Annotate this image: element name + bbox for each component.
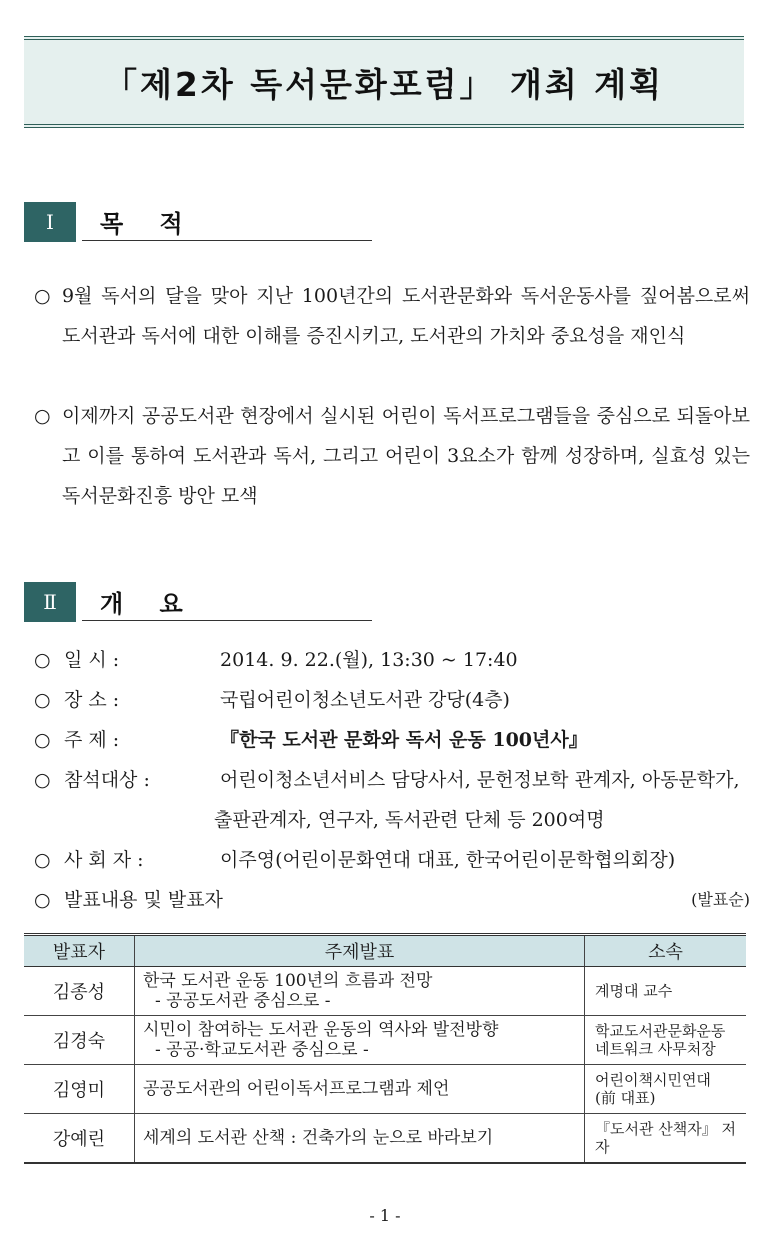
topic-title: 한국 도서관 운동 100년의 흐름과 전망	[143, 971, 433, 991]
presentations-label: 발표내용 및 발표자	[64, 889, 223, 911]
affiliation: 어린이책시민연대	[595, 1071, 711, 1089]
table-row	[24, 1065, 746, 1114]
affiliation: 계명대 교수	[595, 982, 673, 1000]
overview-theme-row	[34, 720, 750, 760]
attendees-line-2: 출판관계자, 연구자, 독서관련 단체 등 200여명	[214, 809, 605, 831]
overview-venue-row	[34, 680, 750, 720]
title-banner	[24, 36, 744, 128]
presenter-name: 김경숙	[24, 1016, 135, 1065]
affiliation-cell	[585, 1065, 747, 1114]
topic-title: 시민이 참여하는 도서관 운동의 역사와 발전방향	[143, 1020, 499, 1040]
overview-date-row	[34, 640, 750, 680]
affiliation-sub: 네트워크 사무처장	[595, 1040, 716, 1058]
topic-cell	[135, 1114, 585, 1164]
moderator-value: 이주영(어린이문화연대 대표, 한국어린이문학협의회장)	[220, 849, 676, 871]
topic-subtitle: - 공공도서관 중심으로 -	[155, 991, 331, 1011]
overview-attendees-row	[34, 760, 750, 800]
table-row	[24, 967, 746, 1016]
purpose-item-2	[34, 396, 750, 516]
affiliation-sub: (前 대표)	[595, 1089, 656, 1107]
venue-label: 장 소 :	[64, 689, 120, 711]
overview-presentations-row	[34, 880, 750, 920]
topic-subtitle: - 공공·학교도서관 중심으로 -	[155, 1040, 369, 1060]
purpose-text-2: 이제까지 공공도서관 현장에서 실시된 어린이 독서프로그램들을 중심으로 되돌아보고 이를 통하여 도서관과 독서, 그리고 어린이 3요소가 함께 성장하며, 실효성 있는 독서문화진흥 방안 모색	[62, 405, 750, 507]
bullet-circle-icon: ○	[34, 689, 51, 711]
presentation-order-note: (발표순)	[691, 890, 750, 909]
topic-cell	[135, 967, 585, 1016]
section-1-underline	[82, 240, 372, 241]
bullet-circle-icon: ○	[34, 849, 51, 871]
affiliation-cell	[585, 1016, 747, 1065]
affiliation-cell	[585, 967, 747, 1016]
presenter-table	[24, 933, 746, 1164]
affiliation-cell	[585, 1114, 747, 1164]
moderator-label: 사 회 자 :	[64, 849, 144, 871]
overview-attendees-continuation	[214, 800, 750, 840]
document-title: 「제2차 독서문화포럼」 개최 계획	[104, 64, 664, 104]
section-2-underline	[82, 620, 372, 621]
header-topic: 주제발표	[135, 935, 585, 967]
topic-title: 공공도서관의 어린이독서프로그램과 제언	[143, 1079, 450, 1099]
presenter-name: 김영미	[24, 1065, 135, 1114]
presenter-name: 김종성	[24, 967, 135, 1016]
bullet-circle-icon: ○	[34, 769, 51, 791]
section-1-numeral: I	[24, 202, 76, 242]
page-number: - 1 -	[369, 1206, 401, 1225]
theme-label: 주 제 :	[64, 729, 120, 751]
topic-cell	[135, 1065, 585, 1114]
attendees-label: 참석대상 :	[64, 769, 150, 791]
section-2-header	[24, 582, 384, 622]
table-row	[24, 1016, 746, 1065]
bullet-circle-icon: ○	[34, 729, 51, 751]
affiliation: 학교도서관문화운동	[595, 1022, 726, 1040]
section-2-heading: 개 요	[100, 590, 197, 618]
header-presenter: 발표자	[24, 935, 135, 967]
presenter-name: 강예린	[24, 1114, 135, 1164]
attendees-line-1: 어린이청소년서비스 담당사서, 문헌정보학 관계자, 아동문학가,	[220, 769, 740, 791]
topic-cell	[135, 1016, 585, 1065]
theme-value: 『한국 도서관 문화와 독서 운동 100년사』	[220, 729, 588, 751]
venue-value: 국립어린이청소년도서관 강당(4층)	[220, 689, 510, 711]
header-affiliation: 소속	[585, 935, 747, 967]
bullet-circle-icon: ○	[34, 405, 51, 427]
date-value: 2014. 9. 22.(월), 13:30 ~ 17:40	[220, 649, 518, 671]
bullet-circle-icon: ○	[34, 285, 51, 307]
section-1-heading: 목 적	[100, 210, 197, 238]
section-2-numeral: Ⅱ	[24, 582, 76, 622]
bullet-circle-icon: ○	[34, 649, 51, 671]
section-1-header	[24, 202, 384, 242]
table-header-row	[24, 935, 746, 967]
purpose-item-1	[34, 276, 750, 356]
table-row	[24, 1114, 746, 1164]
date-label: 일 시 :	[64, 649, 120, 671]
purpose-text-1: 9월 독서의 달을 맞아 지난 100년간의 도서관문화와 독서운동사를 짚어봄으로써 도서관과 독서에 대한 이해를 증진시키고, 도서관의 가치와 중요성을 재인식	[62, 285, 750, 347]
overview-moderator-row	[34, 840, 750, 880]
topic-title: 세계의 도서관 산책 : 건축가의 눈으로 바라보기	[143, 1128, 494, 1148]
affiliation: 『도서관 산책자』 저자	[595, 1120, 736, 1156]
bullet-circle-icon: ○	[34, 889, 51, 911]
